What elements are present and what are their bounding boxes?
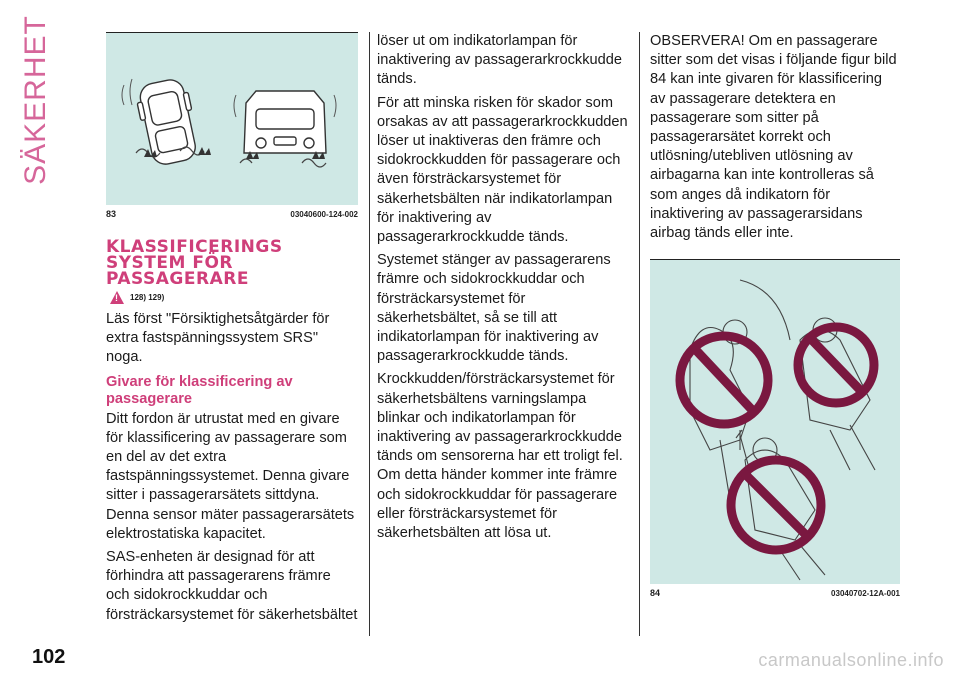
column-3 (650, 32, 900, 598)
section-heading-line-2: SYSTEM FÖR (106, 253, 233, 273)
col1-paragraph-1: Ditt fordon är utrustat med en givare för klassificering av passagerare som en del av det extra fastspänningssystemet. Denna givare sitter i passagerarsätets sittdyna. Denna sensor mäter passagerarsätets elektrostatiska kapacitet. (106, 410, 355, 542)
figure-84 (650, 259, 900, 584)
column-1 (106, 32, 358, 629)
page-number: 102 (32, 646, 66, 668)
section-tab (0, 15, 76, 185)
col2-paragraph-1: löser ut om indikatorlampan för inaktivering av passagerarkrockkudde tänds. (377, 33, 622, 88)
figure-83-code: 03040600-124-002 (290, 210, 358, 219)
subheading: Givare för klassificering av passagerare (106, 373, 293, 407)
warning-references (110, 291, 358, 304)
col2-paragraph-2: För att minska risken för skador som orsakas av att passagerarkrockkudden löser ut inaktiveras den främre och sidokrockkudden för passagerare och även försträckarsystemet för säkerhetsbälten när indikatorlampan för inaktivering av passagerarkrockkudde tänds. (377, 94, 628, 246)
section-heading (106, 239, 358, 287)
intro-paragraph: Läs först "Försiktighetsåtgärder för extra fastspänningssystem SRS" noga. (106, 311, 330, 366)
prohibited-seating-illustration (650, 260, 900, 584)
figure-83-number: 83 (106, 209, 117, 219)
col1-paragraph-2: SAS-enheten är designad för att förhindra att passagerarens främre och sidokrockkuddar och försträckarsystemet för säkerhetsbältet (106, 549, 358, 623)
figure-84-caption (650, 588, 900, 598)
warning-refs-text: 128) 129) (130, 293, 165, 302)
warning-triangle-icon (110, 291, 124, 304)
car-sensor-illustration (106, 33, 358, 205)
watermark: carmanualsonline.info (758, 650, 944, 670)
figure-83 (106, 32, 358, 205)
figure-84-code: 03040702-12A-001 (831, 589, 900, 599)
column-divider-1 (369, 32, 370, 636)
figure-83-caption (106, 209, 358, 219)
section-heading-line-1: KLASSIFICERINGS (106, 237, 283, 257)
figure-84-number: 84 (650, 588, 661, 599)
col3-paragraph: OBSERVERA! Om en passagerare sitter som det visas i följande figur bild 84 kan inte givaren för klassificering av passagerare detektera en passagerare som sitter på passagerarsätet korrekt och utlösning/utebliven utlösning av airbagarna kan inte kontrolleras så som anges då indikatorn för inaktivering av passagerarsidans airbag tänds eller inte. (650, 33, 897, 242)
column-divider-2 (639, 32, 640, 636)
col2-paragraph-3: Systemet stänger av passagerarens främre och sidokrockkuddar och försträckarsystemet för säkerhetsbältet, så se till att indikatorlampan för inaktivering av passagerarkrockkudde tänds. (377, 252, 611, 365)
column-2 (377, 32, 629, 547)
col2-paragraph-4: Krockkudden/försträckarsystemet för säkerhetsbältens varningslampa blinkar och indikatorlampan för inaktivering av passagerarkrockkudde tänds om sensorerna har ett troligt fel. Om detta händer kommer inte främre och sidokrockkuddar för passagerare eller försträckarsystemet för säkerhetsbälten att lösa ut. (377, 371, 623, 542)
section-tab-label: SÄKERHET (19, 15, 52, 185)
section-heading-line-3: PASSAGERARE (106, 269, 249, 289)
